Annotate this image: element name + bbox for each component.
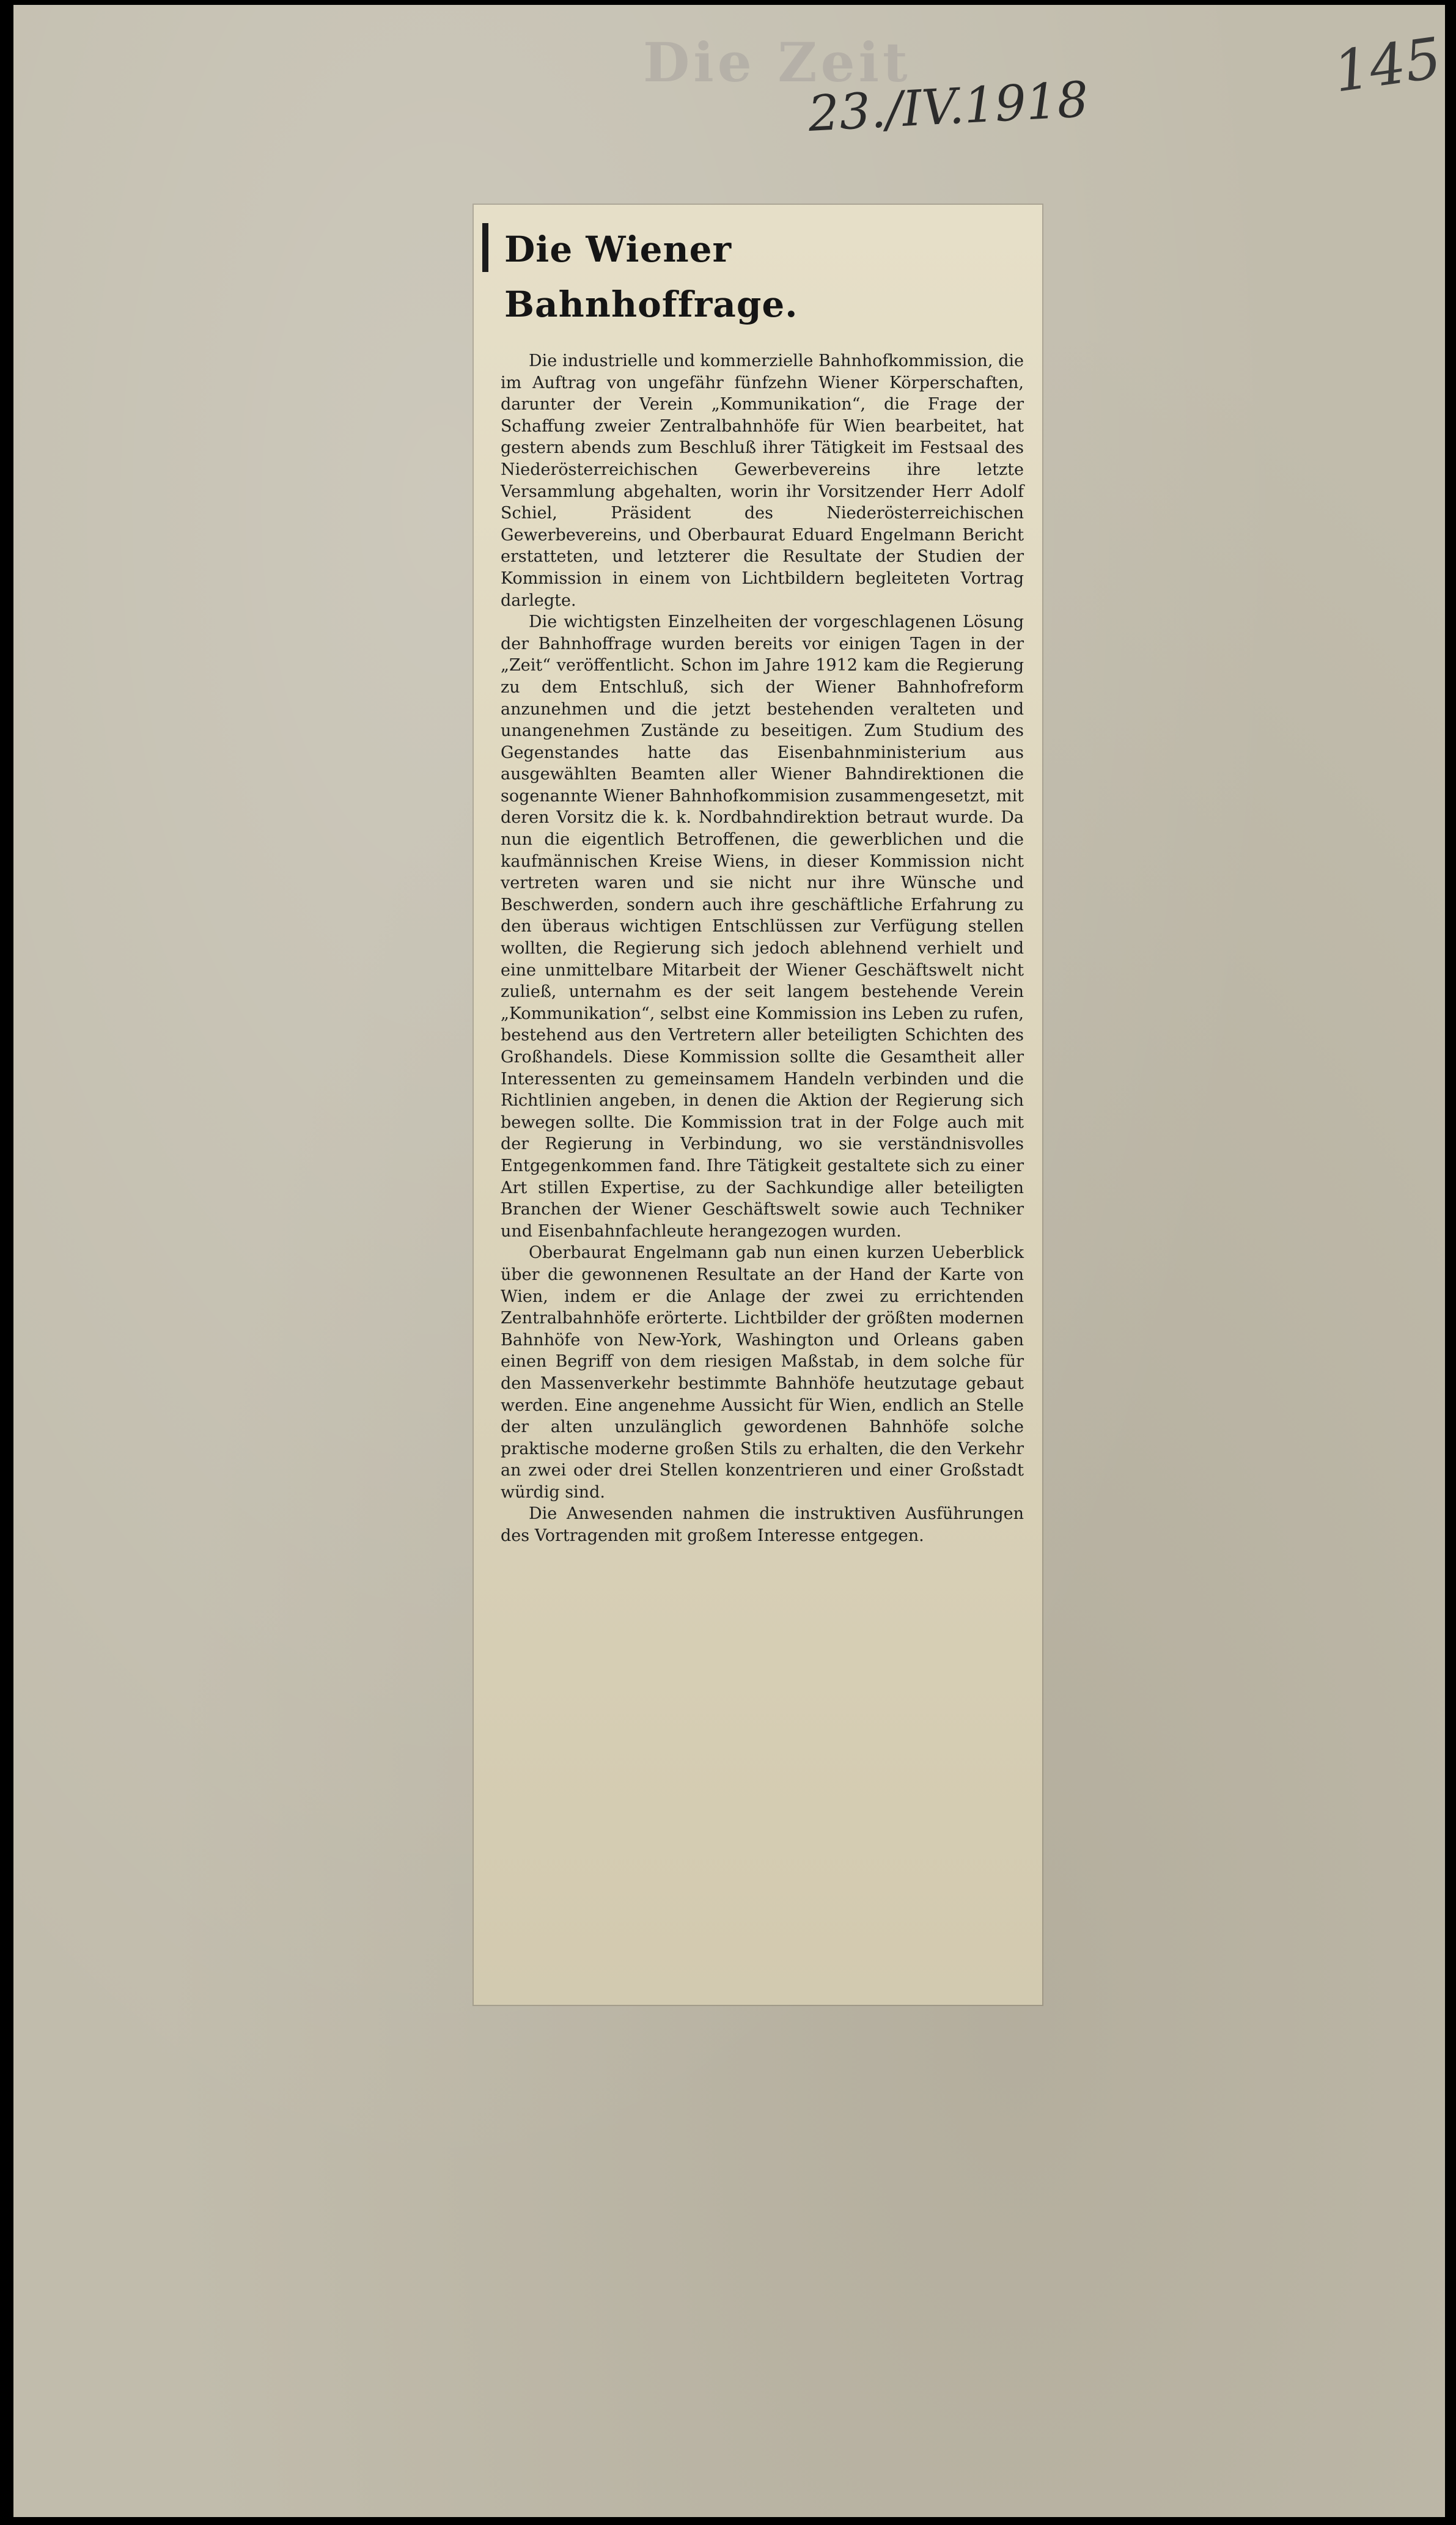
article-body (501, 350, 1024, 1547)
article-paragraph: Die Anwesenden nahmen die instruktiven Ausführungen des Vortragenden mit großem Interesse entgegen. (501, 1504, 1024, 1546)
handwritten-date: 23./IV.1918 (806, 71, 1090, 142)
article-paragraph: Oberbaurat Engelmann gab nun einen kurzen Ueberblick über die gewonnenen Resultate an der Hand der Karte von Wien, indem er die Anlage der zwei zu errichtenden Zentralbahnhöfe erörterte. Lichtbilder der größten modernen Bahnhöfe von New-York, Washington und Orleans gaben einen Begriff von dem riesigen Maßstab, in dem solche für den Massenverkehr bestimmte Bahnhöfe heutzutage gebaut werden. Eine angenehme Aussicht für Wien, endlich an Stelle der alten unzulänglich gewordenen Bahnhöfe solche praktische moderne großen Stils zu erhalten, die den Verkehr an zwei oder drei Stellen konzentrieren und einer Großstadt würdig sind. (501, 1243, 1024, 1502)
newspaper-name-stamp: Die Zeit (643, 31, 911, 94)
newspaper-clipping (474, 205, 1042, 2005)
article-paragraph: Die wichtigsten Einzelheiten der vorgeschlagenen Lösung der Bahnhoffrage wurden bereits vor einigen Tagen in der „Zeit“ veröffentlicht. Schon im Jahre 1912 kam die Regierung zu dem Entschluß, sich der Wiener Bahnhofreform anzunehmen und die jetzt bestehenden veralteten und unangenehmen Zustände zu beseitigen. Zum Studium des Gegenstandes hatte das Eisenbahnministerium aus ausgewählten Beamten aller Wiener Bahndirektionen die sogenannte Wiener Bahnhofkommision zusammengesetzt, mit deren Vorsitz die k. k. Nordbahndirektion betraut wurde. Da nun die eigentlich Betroffenen, die gewerblichen und die kaufmännischen Kreise Wiens, in dieser Kommission nicht vertreten waren und sie nicht nur ihre Wünsche und Beschwerden, sondern auch ihre geschäftliche Erfahrung zu den überaus wichtigen Entschlüssen zur Verfügung stellen wollten, die Regierung sich jedoch ablehnend verhielt und eine unmittelbare Mitarbeit der Wiener Geschäftswelt nicht zuließ, unternahm es der seit langem bestehende Verein „Kommunikation“, selbst eine Kommission ins Leben zu rufen, bestehend aus den Vertretern aller beteiligten Schichten des Großhandels. Diese Kommission sollte die Gesamtheit aller Interessenten zu gemeinsamem Handeln verbinden und die Richtlinien angeben, in denen die Aktion der Regierung sich bewegen sollte. Die Kommission trat in der Folge auch mit der Regierung in Verbindung, wo sie verständnisvolles Entgegenkommen fand. Ihre Tätigkeit gestaltete sich zu einer Art stillen Expertise, zu der Sachkundige aller beteiligten Branchen der Wiener Geschäftswelt sowie auch Techniker und Eisenbahnfachleute herangezogen wurden. (501, 612, 1024, 1241)
handwritten-page-number: 145 (1329, 25, 1446, 105)
headline-rule (482, 223, 488, 272)
article-paragraph: Die industrielle und kommerzielle Bahnhofkommission, die im Auftrag von ungefähr fünfzehn Wiener Körperschaften, darunter der Verein „Kommunikation“, die Frage der Schaffung zweier Zentralbahnhöfe für Wien bearbeitet, hat gestern abends zum Beschluß ihrer Tätigkeit im Festsaal des Niederösterreichischen Gewerbevereins ihre letzte Versammlung abgehalten, worin ihr Vorsitzender Herr Adolf Schiel, Präsident des Niederösterreichischen Gewerbevereins, und Oberbaurat Eduard Engelmann Bericht erstatteten, und letzterer die Resultate der Studien der Kommission in einem von Lichtbildern begleiteten Vortrag darlegte. (501, 351, 1024, 610)
article-headline: Die Wiener Bahnhoffrage. (504, 229, 798, 325)
